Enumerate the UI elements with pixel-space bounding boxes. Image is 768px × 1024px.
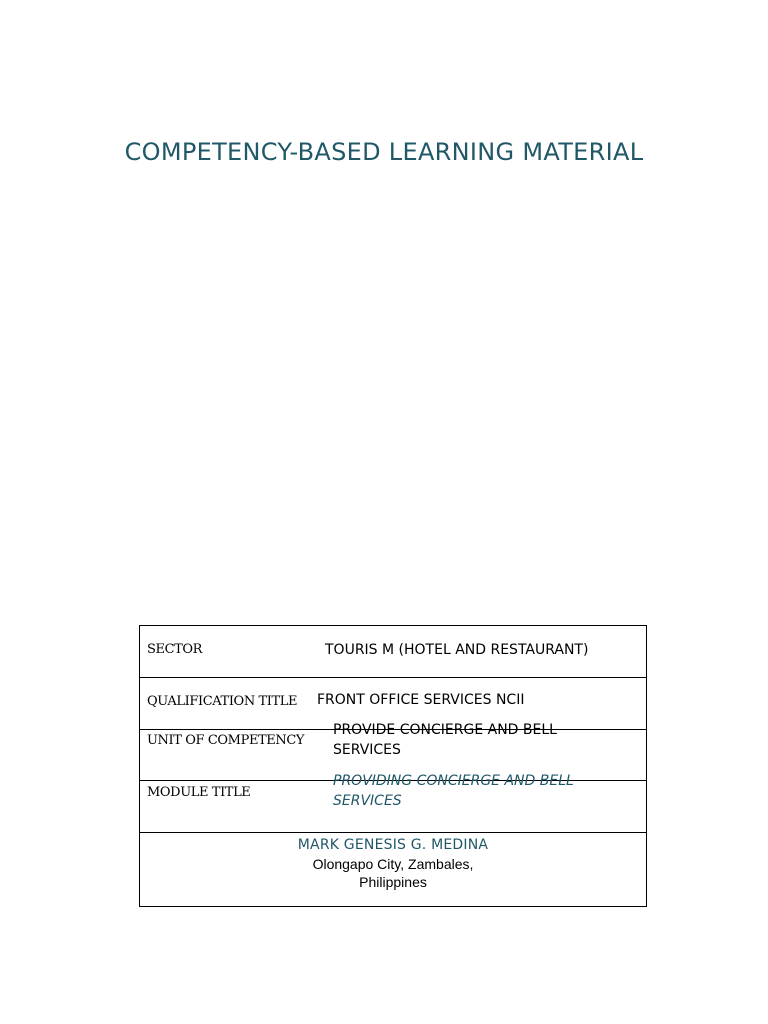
unit-of-competency-value: PROVIDE CONCIERGE AND BELL SERVICES xyxy=(333,722,557,758)
module-title-label: MODULE TITLE xyxy=(147,785,251,800)
author-block xyxy=(140,835,646,891)
module-info-table xyxy=(139,625,647,907)
author-location-line2: Philippines xyxy=(359,874,427,890)
qualification-title-label: QUALIFICATION TITLE xyxy=(147,694,298,709)
sector-label: SECTOR xyxy=(147,642,203,657)
unit-of-competency-label: UNIT OF COMPETENCY xyxy=(147,733,305,748)
author-location-line1: Olongapo City, Zambales, xyxy=(312,856,474,872)
table-row-module-title xyxy=(140,773,646,833)
document-title: COMPETENCY-BASED LEARNING MATERIAL xyxy=(124,138,644,166)
sector-value: TOURIS M (HOTEL AND RESTAURANT) xyxy=(325,642,589,658)
table-row-sector xyxy=(140,626,646,678)
module-title-value: PROVIDING CONCIERGE AND BELL SERVICES xyxy=(333,773,574,809)
qualification-title-value: FRONT OFFICE SERVICES NCII xyxy=(317,692,525,708)
author-name: MARK GENESIS G. MEDINA xyxy=(297,837,489,853)
